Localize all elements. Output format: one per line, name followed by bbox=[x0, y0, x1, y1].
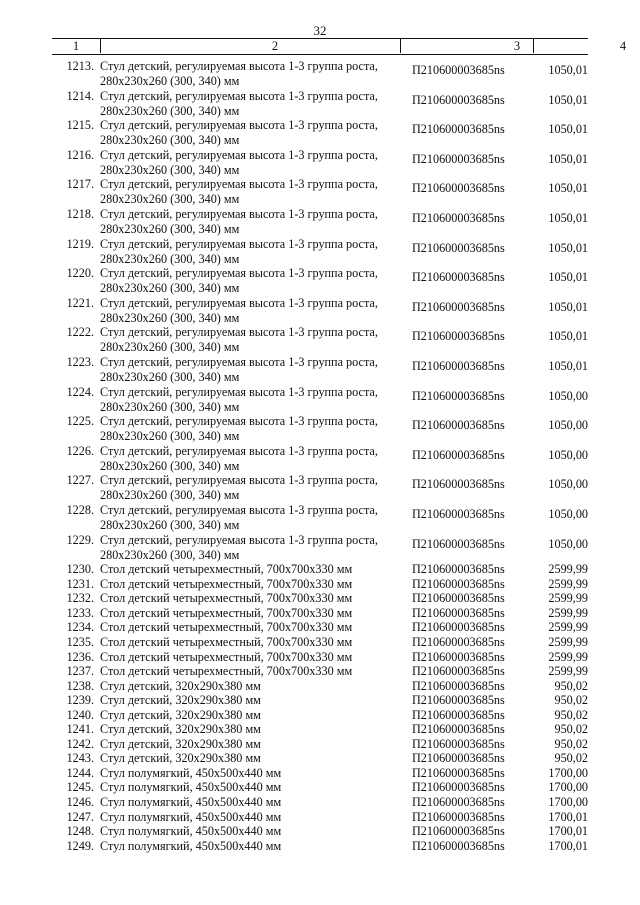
item-name: Стол детский четырехместный, 700х700х330 мм bbox=[100, 664, 353, 679]
item-price: 1050,01 bbox=[548, 92, 588, 107]
item-price: 2599,99 bbox=[548, 562, 588, 577]
row-number: 1231. bbox=[66, 576, 94, 591]
item-code: П210600003685ns bbox=[412, 722, 505, 737]
item-name: Стул детский, регулируемая высота 1-3 группа роста, 280х230х260 (300, 340) мм bbox=[100, 59, 378, 88]
row-number: 1226. bbox=[66, 443, 94, 458]
table-row bbox=[0, 325, 640, 355]
row-number: 1227. bbox=[66, 473, 94, 488]
row-number: 1229. bbox=[66, 532, 94, 547]
table-row bbox=[0, 795, 640, 810]
row-number: 1230. bbox=[66, 562, 94, 577]
table-row bbox=[0, 385, 640, 415]
table-row bbox=[0, 620, 640, 635]
table-row bbox=[0, 679, 640, 694]
item-code: П210600003685ns bbox=[412, 649, 505, 664]
row-number: 1232. bbox=[66, 591, 94, 606]
item-price: 950,02 bbox=[554, 707, 588, 722]
item-name: Стул полумягкий, 450х500х440 мм bbox=[100, 765, 282, 780]
item-price: 1050,01 bbox=[548, 299, 588, 314]
row-number: 1241. bbox=[66, 722, 94, 737]
table-row bbox=[0, 708, 640, 723]
table-row bbox=[0, 577, 640, 592]
item-code: П210600003685ns bbox=[412, 562, 505, 577]
row-number: 1220. bbox=[66, 266, 94, 281]
table-row bbox=[0, 89, 640, 119]
item-name: Стул детский, регулируемая высота 1-3 группа роста, 280х230х260 (300, 340) мм bbox=[100, 177, 378, 207]
item-price: 1050,00 bbox=[548, 536, 588, 551]
header-col-3: 3 bbox=[513, 39, 521, 53]
item-code: П210600003685ns bbox=[412, 605, 505, 620]
header-col-4: 4 bbox=[619, 39, 627, 53]
table-row bbox=[0, 650, 640, 665]
item-code: П210600003685ns bbox=[412, 418, 505, 433]
table-row bbox=[0, 414, 640, 444]
item-name: Стул полумягкий, 450х500х440 мм bbox=[100, 795, 282, 809]
item-code: П210600003685ns bbox=[412, 92, 505, 107]
item-name: Стол детский четырехместный, 700х700х330 мм bbox=[100, 634, 353, 649]
row-number: 1246. bbox=[66, 795, 94, 809]
table-row bbox=[0, 693, 640, 708]
table-row bbox=[0, 533, 640, 563]
item-price: 1050,00 bbox=[548, 447, 588, 462]
row-number: 1237. bbox=[66, 664, 94, 679]
item-price: 1700,00 bbox=[548, 795, 588, 809]
table-row bbox=[0, 177, 640, 207]
item-code: П210600003685ns bbox=[412, 824, 505, 839]
item-price: 1700,01 bbox=[548, 838, 588, 853]
table-row bbox=[0, 751, 640, 766]
item-name: Стул детский, 320х290х380 мм bbox=[100, 678, 261, 693]
header-col-2: 2 bbox=[271, 39, 279, 53]
item-code: П210600003685ns bbox=[412, 678, 505, 693]
table-row bbox=[0, 207, 640, 237]
item-code: П210600003685ns bbox=[412, 576, 505, 591]
item-name: Стул детский, регулируемая высота 1-3 группа роста, 280х230х260 (300, 340) мм bbox=[100, 384, 378, 414]
item-price: 1700,01 bbox=[548, 809, 588, 824]
table-row bbox=[0, 780, 640, 795]
table-row bbox=[0, 296, 640, 326]
item-code: П210600003685ns bbox=[412, 240, 505, 255]
item-code: П210600003685ns bbox=[412, 477, 505, 492]
item-price: 950,02 bbox=[554, 751, 588, 766]
item-name: Стул полумягкий, 450х500х440 мм bbox=[100, 780, 282, 795]
item-name: Стул детский, регулируемая высота 1-3 группа роста, 280х230х260 (300, 340) мм bbox=[100, 355, 378, 384]
item-price: 950,02 bbox=[554, 736, 588, 751]
item-name: Стул детский, регулируемая высота 1-3 группа роста, 280х230х260 (300, 340) мм bbox=[100, 266, 378, 296]
item-name: Стол детский четырехместный, 700х700х330 мм bbox=[100, 620, 353, 635]
item-price: 1700,01 bbox=[548, 824, 588, 839]
item-price: 1050,01 bbox=[548, 151, 588, 166]
item-name: Стул детский, регулируемая высота 1-3 группа роста, 280х230х260 (300, 340) мм bbox=[100, 532, 378, 562]
table-row bbox=[0, 722, 640, 737]
item-name: Стул детский, регулируемая высота 1-3 группа роста, 280х230х260 (300, 340) мм bbox=[100, 473, 378, 503]
row-number: 1214. bbox=[66, 88, 94, 103]
row-number: 1235. bbox=[66, 634, 94, 649]
table-row bbox=[0, 606, 640, 621]
item-name: Стул детский, регулируемая высота 1-3 группа роста, 280х230х260 (300, 340) мм bbox=[100, 236, 378, 266]
item-price: 1050,01 bbox=[548, 63, 588, 77]
table-row bbox=[0, 591, 640, 606]
item-name: Стул детский, 320х290х380 мм bbox=[100, 751, 261, 766]
item-price: 2599,99 bbox=[548, 576, 588, 591]
item-price: 1050,01 bbox=[548, 329, 588, 344]
item-code: П210600003685ns bbox=[412, 329, 505, 344]
item-code: П210600003685ns bbox=[412, 447, 505, 462]
item-code: П210600003685ns bbox=[412, 536, 505, 551]
row-number: 1218. bbox=[66, 207, 94, 221]
row-number: 1219. bbox=[66, 236, 94, 251]
item-code: П210600003685ns bbox=[412, 736, 505, 751]
table-row bbox=[0, 824, 640, 839]
item-name: Стол детский четырехместный, 700х700х330 мм bbox=[100, 591, 353, 606]
item-name: Стул полумягкий, 450х500х440 мм bbox=[100, 824, 282, 839]
item-code: П210600003685ns bbox=[412, 693, 505, 708]
item-code: П210600003685ns bbox=[412, 63, 505, 77]
item-name: Стул детский, регулируемая высота 1-3 группа роста, 280х230х260 (300, 340) мм bbox=[100, 88, 378, 118]
item-code: П210600003685ns bbox=[412, 507, 505, 521]
row-number: 1225. bbox=[66, 414, 94, 429]
item-price: 1050,00 bbox=[548, 477, 588, 492]
item-code: П210600003685ns bbox=[412, 795, 505, 809]
item-code: П210600003685ns bbox=[412, 664, 505, 679]
item-price: 950,02 bbox=[554, 693, 588, 708]
item-code: П210600003685ns bbox=[412, 765, 505, 780]
row-number: 1221. bbox=[66, 295, 94, 310]
item-name: Стол детский четырехместный, 700х700х330 мм bbox=[100, 576, 353, 591]
table-row bbox=[0, 473, 640, 503]
item-name: Стул полумягкий, 450х500х440 мм bbox=[100, 838, 282, 853]
table-row bbox=[0, 503, 640, 533]
table-row bbox=[0, 355, 640, 385]
row-number: 1249. bbox=[66, 838, 94, 853]
table-row bbox=[0, 766, 640, 781]
item-name: Стол детский четырехместный, 700х700х330 мм bbox=[100, 562, 353, 577]
item-code: П210600003685ns bbox=[412, 270, 505, 285]
table-row bbox=[0, 444, 640, 474]
row-number: 1238. bbox=[66, 678, 94, 693]
item-price: 2599,99 bbox=[548, 605, 588, 620]
item-price: 2599,99 bbox=[548, 634, 588, 649]
item-price: 1050,01 bbox=[548, 181, 588, 196]
item-name: Стул детский, регулируемая высота 1-3 группа роста, 280х230х260 (300, 340) мм bbox=[100, 503, 378, 532]
item-name: Стул детский, регулируемая высота 1-3 группа роста, 280х230х260 (300, 340) мм bbox=[100, 325, 378, 355]
item-price: 1050,00 bbox=[548, 507, 588, 521]
item-code: П210600003685ns bbox=[412, 751, 505, 766]
item-price: 2599,99 bbox=[548, 620, 588, 635]
row-number: 1224. bbox=[66, 384, 94, 399]
item-name: Стул детский, регулируемая высота 1-3 группа роста, 280х230х260 (300, 340) мм bbox=[100, 147, 378, 177]
item-name: Стул полумягкий, 450х500х440 мм bbox=[100, 809, 282, 824]
item-price: 2599,99 bbox=[548, 664, 588, 679]
item-price: 2599,99 bbox=[548, 649, 588, 664]
row-number: 1240. bbox=[66, 707, 94, 722]
table-row bbox=[0, 810, 640, 825]
row-number: 1215. bbox=[66, 118, 94, 133]
item-price: 1050,00 bbox=[548, 388, 588, 403]
item-price: 1700,00 bbox=[548, 780, 588, 795]
item-name: Стул детский, регулируемая высота 1-3 группа роста, 280х230х260 (300, 340) мм bbox=[100, 414, 378, 444]
table-row bbox=[0, 664, 640, 679]
table-row bbox=[0, 118, 640, 148]
row-number: 1233. bbox=[66, 605, 94, 620]
item-code: П210600003685ns bbox=[412, 211, 505, 225]
table-row bbox=[0, 148, 640, 178]
item-code: П210600003685ns bbox=[412, 809, 505, 824]
item-code: П210600003685ns bbox=[412, 707, 505, 722]
item-price: 1050,01 bbox=[548, 359, 588, 373]
item-name: Стул детский, регулируемая высота 1-3 группа роста, 280х230х260 (300, 340) мм bbox=[100, 207, 378, 236]
item-code: П210600003685ns bbox=[412, 122, 505, 137]
row-number: 1234. bbox=[66, 620, 94, 635]
row-number: 1244. bbox=[66, 765, 94, 780]
item-code: П210600003685ns bbox=[412, 780, 505, 795]
row-number: 1228. bbox=[66, 503, 94, 517]
item-code: П210600003685ns bbox=[412, 591, 505, 606]
table-row bbox=[0, 839, 640, 854]
row-number: 1242. bbox=[66, 736, 94, 751]
row-number: 1245. bbox=[66, 780, 94, 795]
table-row bbox=[0, 266, 640, 296]
row-number: 1222. bbox=[66, 325, 94, 340]
item-name: Стул детский, 320х290х380 мм bbox=[100, 693, 261, 708]
item-code: П210600003685ns bbox=[412, 359, 505, 373]
item-price: 950,02 bbox=[554, 722, 588, 737]
table-row bbox=[0, 635, 640, 650]
table-row bbox=[0, 59, 640, 89]
table-row bbox=[0, 737, 640, 752]
item-price: 1050,01 bbox=[548, 122, 588, 137]
row-number: 1239. bbox=[66, 693, 94, 708]
item-name: Стул детский, регулируемая высота 1-3 группа роста, 280х230х260 (300, 340) мм bbox=[100, 118, 378, 148]
row-number: 1213. bbox=[66, 59, 94, 73]
item-price: 1050,01 bbox=[548, 240, 588, 255]
item-price: 1050,01 bbox=[548, 270, 588, 285]
header-col-1: 1 bbox=[72, 39, 80, 53]
item-price: 1050,01 bbox=[548, 211, 588, 225]
item-code: П210600003685ns bbox=[412, 299, 505, 314]
item-price: 1700,00 bbox=[548, 765, 588, 780]
item-name: Стол детский четырехместный, 700х700х330 мм bbox=[100, 605, 353, 620]
row-number: 1236. bbox=[66, 649, 94, 664]
item-price: 2599,99 bbox=[548, 591, 588, 606]
row-number: 1243. bbox=[66, 751, 94, 766]
item-code: П210600003685ns bbox=[412, 151, 505, 166]
page-number: 32 bbox=[313, 23, 327, 38]
row-number: 1247. bbox=[66, 809, 94, 824]
item-name: Стул детский, регулируемая высота 1-3 группа роста, 280х230х260 (300, 340) мм bbox=[100, 443, 378, 473]
item-code: П210600003685ns bbox=[412, 388, 505, 403]
item-code: П210600003685ns bbox=[412, 620, 505, 635]
row-number: 1248. bbox=[66, 824, 94, 839]
item-name: Стол детский четырехместный, 700х700х330 мм bbox=[100, 649, 353, 664]
item-code: П210600003685ns bbox=[412, 181, 505, 196]
item-code: П210600003685ns bbox=[412, 838, 505, 853]
item-name: Стул детский, 320х290х380 мм bbox=[100, 736, 261, 751]
item-name: Стул детский, регулируемая высота 1-3 группа роста, 280х230х260 (300, 340) мм bbox=[100, 295, 378, 325]
item-name: Стул детский, 320х290х380 мм bbox=[100, 722, 261, 737]
row-number: 1223. bbox=[66, 355, 94, 369]
item-code: П210600003685ns bbox=[412, 634, 505, 649]
table-row bbox=[0, 237, 640, 267]
table-row bbox=[0, 562, 640, 577]
item-name: Стул детский, 320х290х380 мм bbox=[100, 707, 261, 722]
item-price: 950,02 bbox=[554, 678, 588, 693]
item-price: 1050,00 bbox=[548, 418, 588, 433]
row-number: 1216. bbox=[66, 147, 94, 162]
row-number: 1217. bbox=[66, 177, 94, 192]
